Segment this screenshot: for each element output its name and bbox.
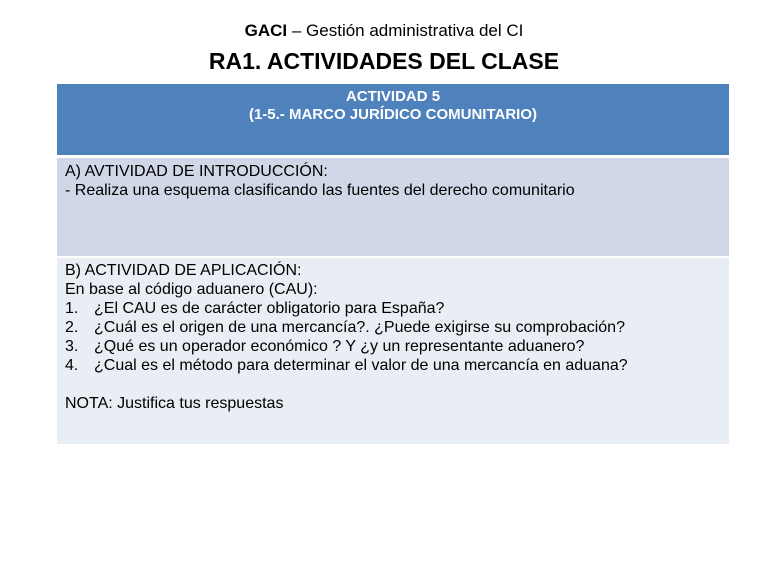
- course-name: – Gestión administrativa del CI: [287, 21, 524, 40]
- list-item-number: 3.: [65, 338, 79, 355]
- list-item: [65, 318, 721, 337]
- note-text: NOTA: Justifica tus respuestas: [65, 395, 284, 412]
- activity-number: ACTIVIDAD 5: [345, 88, 441, 105]
- list-item-number: 1.: [65, 300, 79, 317]
- list-item-number: 4.: [65, 357, 79, 374]
- list-item-text: ¿Cual es el método para determinar el valor de una mercancía en aduana?: [94, 357, 628, 374]
- list-item-text: ¿Qué es un operador económico ? Y ¿y un representante aduanero?: [94, 338, 585, 355]
- question-list: [65, 299, 721, 375]
- section-a-text: - Realiza una esquema clasificando las fuentes del derecho comunitario: [65, 182, 575, 199]
- section-a-row: [57, 158, 729, 258]
- list-item: [65, 337, 721, 356]
- list-item: [65, 299, 721, 318]
- table-header: [57, 84, 729, 158]
- section-a-title: A) AVTIVIDAD DE INTRODUCCIÓN:: [65, 163, 328, 180]
- section-b-row: [57, 258, 729, 444]
- activity-table: [57, 84, 729, 444]
- list-item-text: ¿El CAU es de carácter obligatorio para España?: [94, 300, 445, 317]
- list-item-text: ¿Cuál es el origen de una mercancía?. ¿Puede exigirse su comprobación?: [94, 319, 625, 336]
- activity-topic: (1-5.- MARCO JURÍDICO COMUNITARIO): [248, 106, 538, 123]
- course-abbreviation: GACI: [244, 21, 288, 40]
- list-item: [65, 356, 721, 375]
- course-subtitle: [0, 20, 768, 42]
- list-item-number: 2.: [65, 319, 79, 336]
- spacer: [65, 375, 721, 394]
- section-b-title: B) ACTIVIDAD DE APLICACIÓN:: [65, 262, 302, 279]
- page-title: RA1. ACTIVIDADES DEL CLASE: [208, 48, 560, 74]
- section-b-intro: En base al código aduanero (CAU):: [65, 281, 318, 298]
